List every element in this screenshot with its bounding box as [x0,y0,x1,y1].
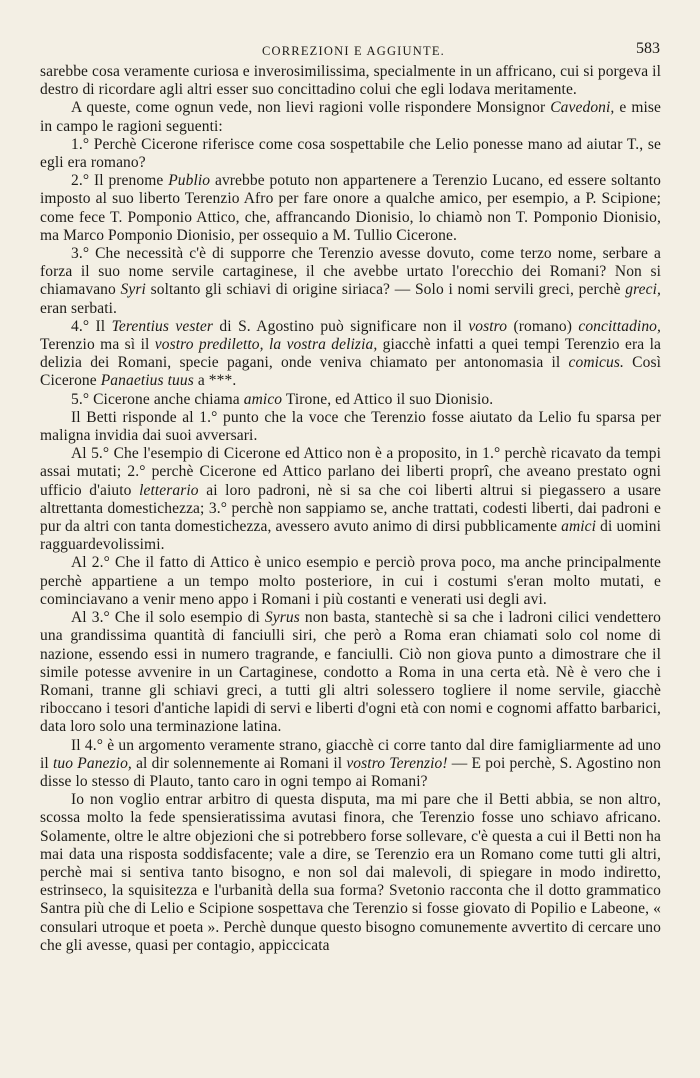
text-run: 5.° Cicerone anche chiama [71,390,244,408]
text-run: a ***. [193,372,237,390]
italic-text: vostro Terenzio! [346,754,448,772]
text-run: Io non voglio entrar arbitro di questa disputa, ma mi pare che il Betti abbia, se non altro, scossa molto la fede spensieratissima avutasi finora, che Terenzio fosse uno schiavo africano. Solamente, oltre le altre objezioni che si potrebbero forse sollevare, c'è questa a cui il Betti non ha mai data una risposta soddisfacente; vale a dire, se Terenzio era un Romano come tutti gli altri, perchè mai si sentiva tanto bisogno, e non sol dai malevoli, di spiegare in modo indiretto, estrinseco, la squisitezza e l'urbanità della sua forma? Svetonio racconta che il dotto grammatico Santra più che di Lelio e Scipione sospettava che Terenzio si fosse giovato di Popilio e Labeone, « consulari utroque et poeta ». Perchè dunque questo bisogno comunemente avvertito di cercare uno che gli avesse, quasi per contagio, appiccicata [40,791,661,954]
paragraph [40,172,661,245]
italic-text: Syri [120,281,146,299]
paragraph [40,554,661,609]
paragraph [40,136,661,172]
text-run: 3.° Che necessità c'è di supporre che Terenzio avesse dovuto, come terzo nome, serbare a forza il suo nome servile cartaginese, il che avebbe urtato l'orecchio dei Romani? Non si chiamavano [40,245,661,299]
body-text [40,63,661,955]
italic-text: amici [561,518,597,536]
text-run: — E poi perchè, S. Agostino non disse lo stesso di Plauto, tanto caro in ogni tempo ai Romani? [40,754,661,790]
italic-text: comicus. [568,354,624,372]
text-run: eran serbati. [40,299,118,317]
paragraph [40,99,661,135]
italic-text: vostro [468,317,508,335]
paragraph [40,63,661,99]
text-run: Al 3.° Che il solo esempio di [71,609,265,627]
italic-text: vostro prediletto, la vostra delizia, [154,336,378,354]
italic-text: concittadino, [578,317,662,335]
text-run: Al 2.° Che il fatto di Attico è unico esempio e perciò prova poco, ma anche principalmente perchè appartiene a un tempo molto posteriore, in cui i costumi s'eran molto mutati, e cominciavano a venir meno appo i Romani i più costanti e venerati usi degli avi. [40,554,661,608]
text-run: 1.° Perchè Cicerone riferisce come cosa sospettabile che Lelio ponesse mano ad aiutar T., se egli era romano? [40,135,661,172]
text-run: ai loro padroni, nè si sa che coi liberti altrui si piegassero a usare altrettanta domestichezza; 3.° perchè non sappiamo se, anche trattati, codesti liberti, dai padroni e pur da altri con tanta domestichezza, avessero avuto animo di dirsi pubblicamente [40,481,662,536]
paragraph [40,445,661,554]
text-run: 2.° Il prenome [71,172,169,190]
paragraph [40,391,661,409]
text-run: al dir solennemente ai Romani il [131,754,347,772]
text-run: di uomini ragguardevolissimi. [40,518,661,554]
text-run: A queste, come ognun vede, non lievi ragioni volle rispondere Monsignor [71,99,551,117]
text-run: sarebbe cosa veramente curiosa e inverosimilissima, specialmente in un affricano, cui si porgeva il destro di ricordare agli altri esser suo concittadino colui che egli lodava meritamente. [40,63,661,99]
text-run: di S. Agostino può significare non il [213,317,469,335]
italic-text: Syrus [264,609,300,627]
page-number: 583 [636,40,660,57]
paragraph [40,737,661,792]
text-run: non basta, stantechè si sa che i ladroni cilici vendettero una grandissima quantità di fanciulli siri, che però a Roma eran chiamati solo col nome di nazione, essendo essi in numero tragrande, e fanciulli. Ciò non giova punto a dimostrare che il simile potesse avvenire in un Cartaginese, condotto a Roma in una certa età. Nè è vero che i Romani, tranne gli schiavi greci, a tutti gli altri solessero togliere il nome servile, giacchè riboccano i tesori d'antiche lapidi di servi e liberti d'ogni età con nomi e cognomi affatto barbarici, data loro solo una terminazione latina. [40,609,662,736]
italic-text: letterario [139,481,199,499]
italic-text: Cavedoni, [550,99,615,117]
text-run: avrebbe potuto non appartenere a Terenzio Lucano, ed essere soltanto imposto al suo liberto Terenzio Afro per fare onore a qualche amico, per esempio, a P. Scipione; come fece T. Pomponio Attico, che, affrancando Dionisio, lo chiamò non T. Pomponio Dionisio, ma Marco Pomponio Dionisio, per ossequio a M. Tullio Cicerone. [40,172,661,244]
text-run: Il Betti risponde al 1.° punto che la voce che Terenzio fosse aiutato da Lelio fu sparsa per maligna invidia dai suoi avversari. [40,408,661,445]
italic-text: Panaetius tuus [100,372,194,390]
paragraph [40,245,661,318]
paragraph [40,791,661,955]
paragraph [40,318,661,391]
text-run: Al 5.° Che l'esempio di Cicerone ed Attico non è a proposito, in 1.° perchè ricavato da tempi assai mutati; 2.° perchè Cicerone ed Attico parlano dei liberti proprî, che aveano prestato ogni ufficio d'aiuto [40,445,661,499]
text-run: giacchè infatti a quei tempi Terenzio era la delizia dei Romani, specie pagani, onde veniva chiamato per antonomasia il [40,336,661,372]
italic-text: Terentius vester [111,317,214,335]
italic-text: Publio [168,172,211,190]
italic-text: greci, [625,281,661,299]
text-run: Tirone, ed Attico il suo Dionisio. [282,390,494,408]
text-run: Così Cicerone [40,354,661,390]
text-run: (romano) [507,317,579,335]
text-run: soltanto gli schiavi di origine siriaca? — Solo i nomi servili greci, perchè [145,281,626,299]
italic-text: amico [243,390,283,408]
page-header [40,40,660,62]
text-run: Terenzio ma sì il [40,336,155,354]
paragraph [40,609,661,736]
paragraph [40,409,661,445]
text-run: 4.° Il [71,317,112,335]
running-title: CORREZIONI E AGGIUNTE. [262,44,445,58]
text-run: e mise in campo le ragioni seguenti: [40,99,662,135]
italic-text: tuo Panezio, [53,754,132,772]
text-run: Il 4.° è un argomento veramente strano, giacchè ci corre tanto dal dire famigliarmente ad uno il [40,736,661,772]
